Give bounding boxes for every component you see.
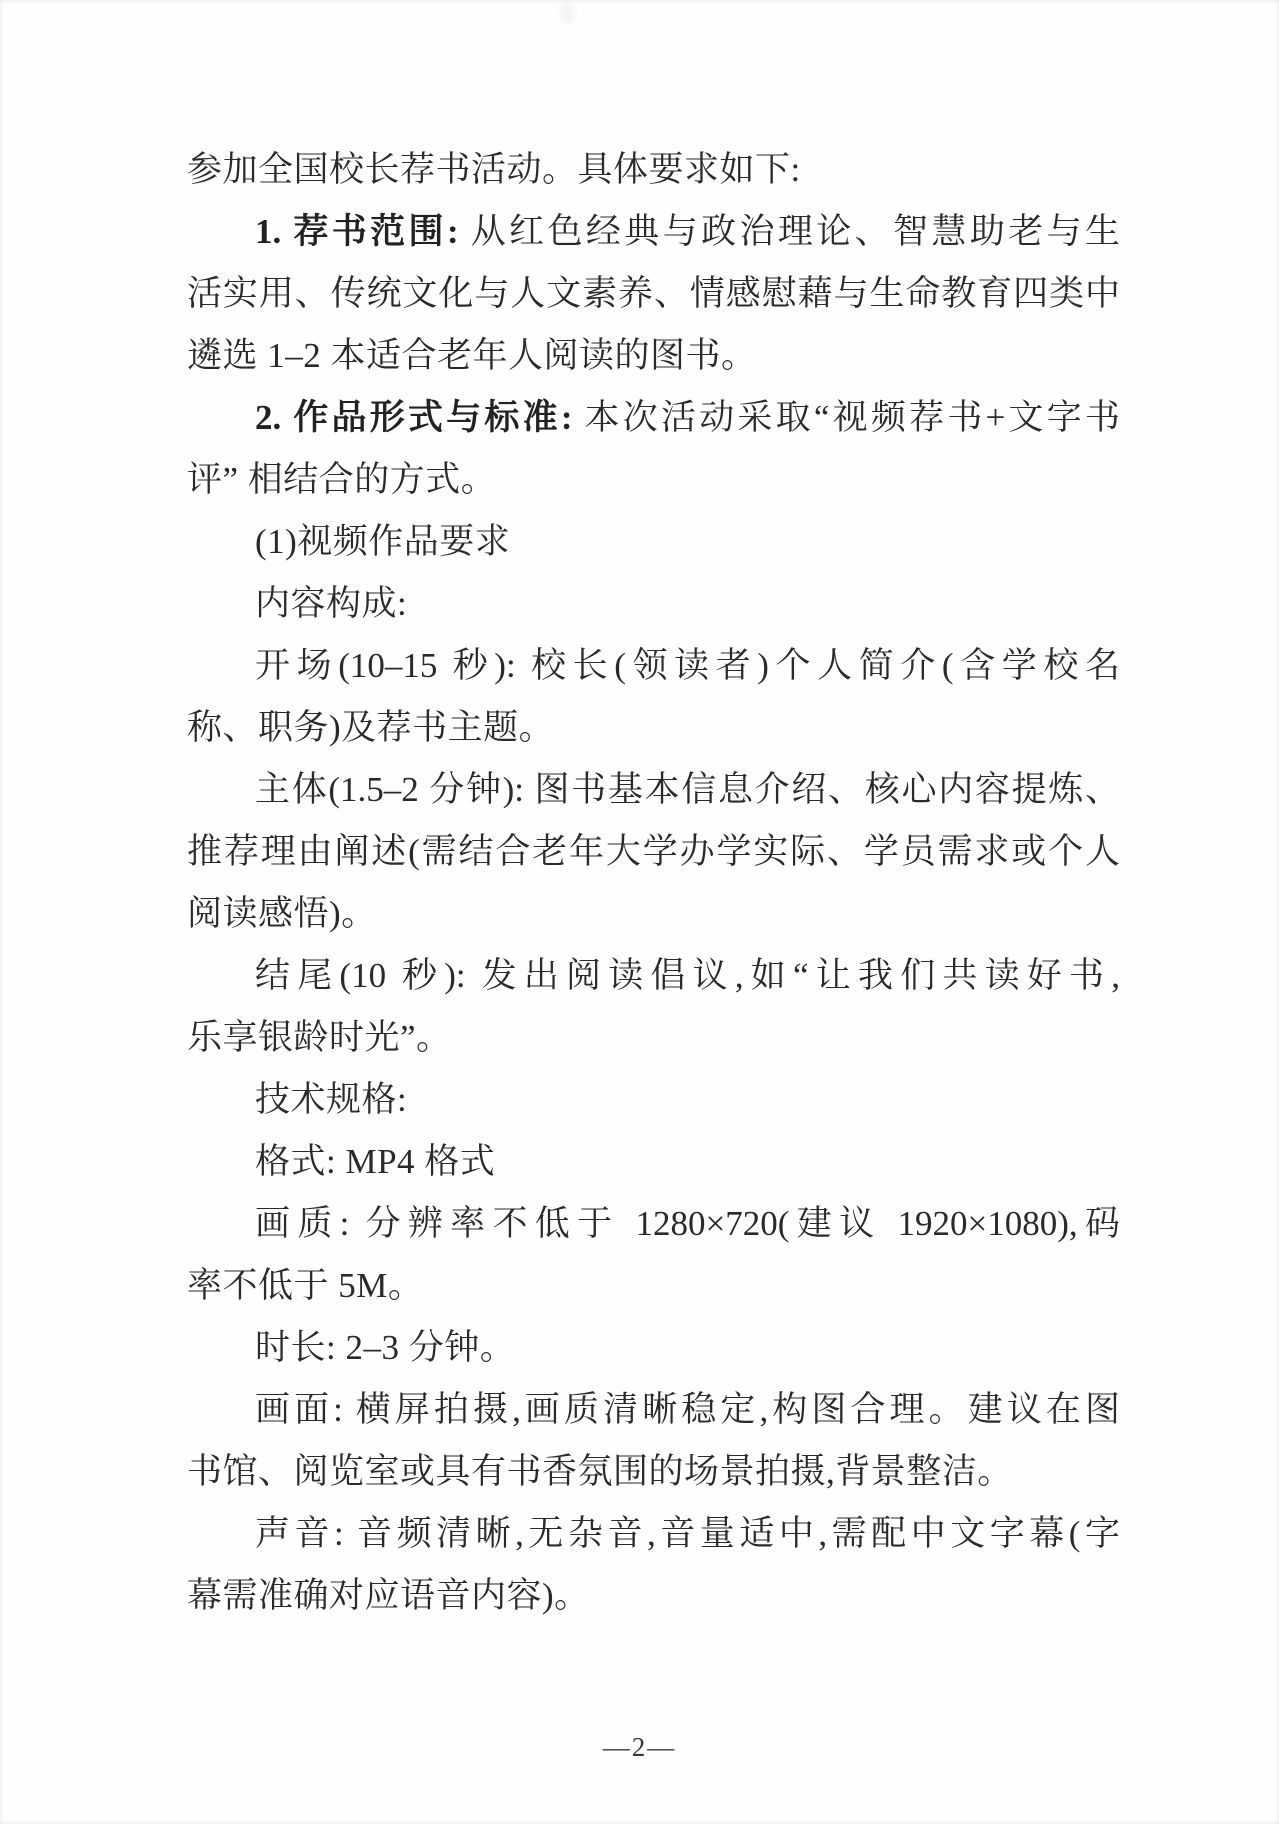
text-segment: 参加全国校长荐书活动。具体要求如下: (187, 150, 801, 189)
text-segment: 率不低于 5M。 (187, 1266, 424, 1305)
text-segment: 内容构成: (255, 584, 408, 623)
text-line (187, 945, 1120, 1007)
text-segment: 乐享银龄时光”。 (187, 1018, 452, 1057)
text-segment: 阅读感悟)。 (187, 894, 377, 933)
text-segment: 时长: 2–3 分钟。 (255, 1328, 516, 1367)
text-segment: 本次活动采取“视频荐书+文字书 (572, 398, 1121, 437)
text-line (187, 1131, 1120, 1193)
page-number: —2— (602, 1732, 677, 1762)
bold-heading-segment: 2. 作品形式与标准: (255, 398, 573, 437)
text-line (187, 1441, 1120, 1503)
text-line (187, 1503, 1120, 1565)
text-segment: 遴选 1–2 本适合老年人阅读的图书。 (187, 336, 757, 375)
scan-smudge (560, 2, 574, 24)
text-segment: 从红色经典与政治理论、智慧助老与生 (458, 212, 1120, 251)
document-body (187, 139, 1120, 1627)
text-line (187, 1007, 1120, 1069)
text-line (187, 449, 1120, 511)
text-line (187, 697, 1120, 759)
text-segment: 称、职务)及荐书主题。 (187, 708, 555, 747)
text-segment: 评” 相结合的方式。 (187, 460, 497, 499)
text-line (187, 759, 1120, 821)
text-segment: 画面: 横屏拍摄,画质清晰稳定,构图合理。建议在图 (255, 1390, 1120, 1429)
text-line (187, 1379, 1120, 1441)
text-line (187, 573, 1120, 635)
text-segment: 画质: 分辨率不低于 1280×720(建议 1920×1080),码 (255, 1204, 1120, 1243)
text-line (187, 511, 1120, 573)
text-segment: 书馆、阅览室或具有书香氛围的场景拍摄,背景整洁。 (187, 1452, 1013, 1491)
text-segment: 幕需准确对应语音内容)。 (187, 1576, 590, 1615)
text-line (187, 325, 1120, 387)
text-line (187, 821, 1120, 883)
text-segment: 推荐理由阐述(需结合老年大学办学实际、学员需求或个人 (187, 832, 1120, 871)
text-segment: 声音: 音频清晰,无杂音,音量适中,需配中文字幕(字 (255, 1514, 1120, 1553)
text-line (187, 263, 1120, 325)
text-line (187, 635, 1120, 697)
text-line (187, 201, 1120, 263)
text-segment: 活实用、传统文化与人文素养、情感慰藉与生命教育四类中 (187, 274, 1120, 313)
text-segment: 开场(10–15 秒): 校长(领读者)个人简介(含学校名 (255, 646, 1120, 685)
text-line (187, 1317, 1120, 1379)
bold-heading-segment: 1. 荐书范围: (255, 212, 459, 251)
text-segment: 技术规格: (255, 1080, 408, 1119)
text-segment: 主体(1.5–2 分钟): 图书基本信息介绍、核心内容提炼、 (255, 770, 1120, 809)
text-line (187, 1193, 1120, 1255)
text-segment: 结尾(10 秒): 发出阅读倡议,如“让我们共读好书, (255, 956, 1120, 995)
text-segment: (1)视频作品要求 (255, 522, 511, 561)
text-line (187, 1565, 1120, 1627)
text-segment: 格式: MP4 格式 (255, 1142, 496, 1181)
text-line (187, 1069, 1120, 1131)
text-line (187, 883, 1120, 945)
text-line (187, 1255, 1120, 1317)
text-line (187, 387, 1120, 449)
text-line (187, 139, 1120, 201)
